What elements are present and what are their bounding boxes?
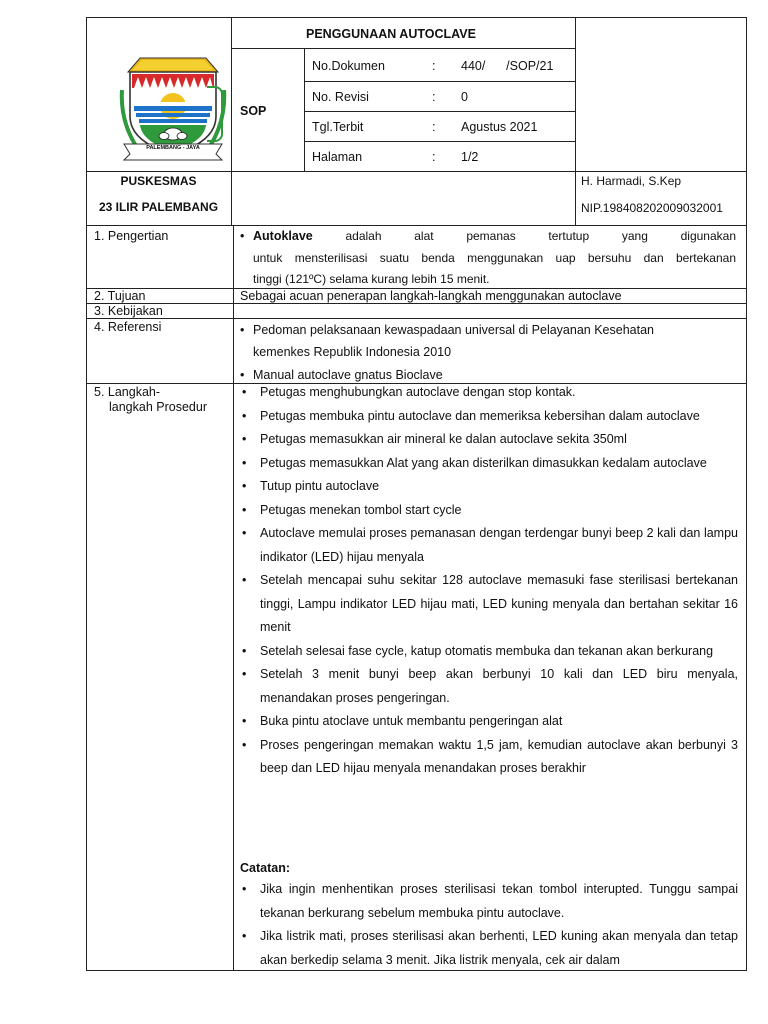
list-item: • Setelah 3 menit bunyi beep akan berbunyi 10 kali dan LED biru menyala, menandakan proses pengeringan. <box>238 663 738 710</box>
pengertian-line-2: untuk mensterilisasi suatu benda menggunakan uap bersuhu dan bertekanan <box>253 251 736 265</box>
prosedur-label-line1: 5. Langkah- <box>94 385 161 399</box>
signer-name: H. Harmadi, S.Kep <box>581 174 682 188</box>
meta-label: No. Revisi <box>312 90 369 104</box>
list-item: • Petugas memasukkan Alat yang akan disterilkan dimasukkan kedalam autoclave <box>238 452 738 476</box>
prosedur-label-line2: langkah Prosedur <box>109 400 207 414</box>
meta-value: Agustus 2021 <box>461 120 538 134</box>
meta-value: 0 <box>461 90 468 104</box>
meta-separator: : <box>432 150 436 164</box>
meta-label: Halaman <box>312 150 363 164</box>
meta-value: 440/ /SOP/21 <box>461 59 554 73</box>
institution-name-line2: 23 ILIR PALEMBANG <box>98 200 219 214</box>
list-item: • Setelah mencapai suhu sekitar 128 autoclave memasuki fase sterilisasi bertekanan tinggi, Lampu indikator LED hijau mati, LED kuning menyala dan bertahan sekitar 16 menit <box>238 569 738 640</box>
referensi-bullet: • <box>240 323 245 337</box>
list-item: • Jika listrik mati, proses sterilisasi akan berhenti, LED kuning akan menyala dan tetap akan berkedip selama 3 menit. Jika listrik menyala, cek air dalam <box>238 925 738 972</box>
list-item: • Tutup pintu autoclave <box>238 475 738 499</box>
list-item: • Setelah selesai fase cycle, katup otomatis membuka dan tekanan akan berkurang <box>238 640 738 664</box>
list-item: • Petugas menghubungkan autoclave dengan stop kontak. <box>238 381 738 405</box>
logo-bracket <box>207 86 223 142</box>
pengertian-line-3: tinggi (121ºC) selama kurang lebih 15 menit. <box>253 272 490 286</box>
institution-name-line1: PUSKESMAS <box>120 174 197 188</box>
referensi-text-line1: Pedoman pelaksanaan kewaspadaan universal di Pelayanan Kesehatan <box>253 323 654 337</box>
pengertian-line-1 <box>253 229 736 244</box>
logo-ribbon-text: PALEMBANG - JAYA <box>146 145 200 151</box>
referensi-text-line2: kemenkes Republik Indonesia 2010 <box>253 345 452 359</box>
meta-separator: : <box>432 59 436 73</box>
document-title: PENGGUNAAN AUTOCLAVE <box>306 27 476 41</box>
signer-nip: NIP.198408202009032001 <box>581 201 723 215</box>
list-item: • Petugas membuka pintu autoclave dan memeriksa kebersihan dalam autoclave <box>238 405 738 429</box>
catatan-list <box>238 878 738 972</box>
list-item: • Petugas memasukkan air mineral ke dalan autoclave sekita 350ml <box>238 428 738 452</box>
list-item: • Proses pengeringan memakan waktu 1,5 jam, kemudian autoclave akan berbunyi 3 beep dan LED hijau menyala menandakan proses berakhir <box>238 734 738 781</box>
list-item: • Buka pintu atoclave untuk membantu pengeringan alat <box>238 710 738 734</box>
catatan-heading: Catatan: <box>240 861 291 875</box>
pengertian-term: Autoklave <box>253 229 313 243</box>
meta-separator: : <box>432 90 436 104</box>
list-item: • Jika ingin menhentikan proses sterilisasi tekan tombol interupted. Tunggu sampai tekanan berkurang sebelum membuka pintu autoclave. <box>238 878 738 925</box>
referensi-bullet: • <box>240 368 245 382</box>
meta-value: 1/2 <box>461 150 479 164</box>
pengertian-definition-start: adalah alat pemanas tertutup yang digunakan <box>312 229 736 243</box>
sop-label: SOP <box>240 104 267 118</box>
referensi-text-line1: Manual autoclave gnatus Bioclave <box>253 368 443 382</box>
meta-label: Tgl.Terbit <box>312 120 364 134</box>
list-item: • Petugas menekan tombol start cycle <box>238 499 738 523</box>
prosedur-steps-list <box>238 381 738 781</box>
section-label-tujuan: 2. Tujuan <box>94 289 146 303</box>
pengertian-bullet: • <box>240 229 245 243</box>
section-label-pengertian: 1. Pengertian <box>94 229 169 243</box>
section-label-referensi: 4. Referensi <box>94 320 162 334</box>
tujuan-text: Sebagai acuan penerapan langkah-langkah menggunakan autoclave <box>240 289 622 303</box>
meta-label: No.Dokumen <box>312 59 385 73</box>
list-item: • Autoclave memulai proses pemanasan dengan terdengar bunyi beep 2 kali dan lampu indikator (LED) hijau menyala <box>238 522 738 569</box>
section-label-kebijakan: 3. Kebijakan <box>94 304 163 318</box>
meta-separator: : <box>432 120 436 134</box>
